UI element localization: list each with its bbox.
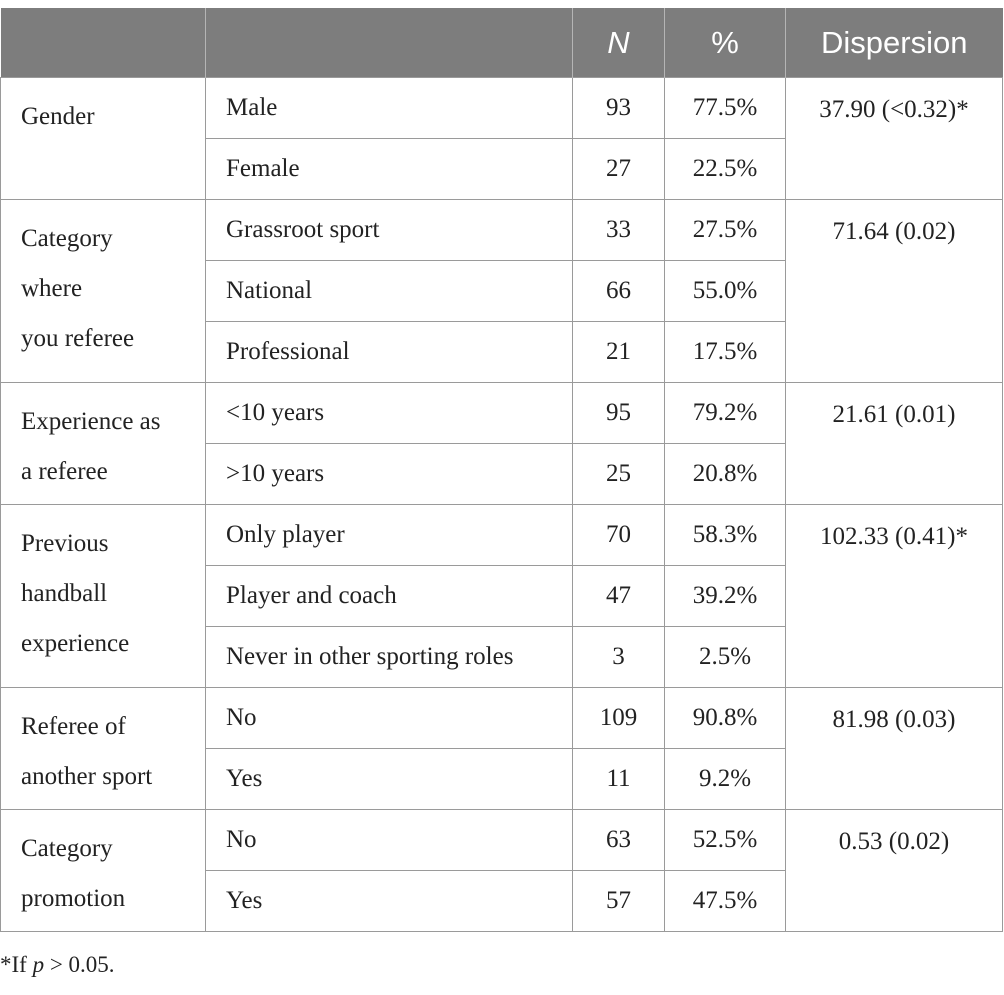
percent-cell: 47.5%: [665, 871, 786, 932]
count-cell: 63: [573, 810, 665, 871]
table-body: [1, 78, 1003, 932]
table-row: [1, 200, 1003, 261]
dispersion-cell: 102.33 (0.41)*: [786, 505, 1003, 688]
count-cell: 95: [573, 383, 665, 444]
table-row: [1, 505, 1003, 566]
level-cell: No: [206, 810, 573, 871]
count-cell: 70: [573, 505, 665, 566]
referee-characteristics-table: [0, 8, 1003, 932]
dispersion-cell: 37.90 (<0.32)*: [786, 78, 1003, 200]
variable-label-line: another sport: [21, 763, 153, 790]
level-cell: Yes: [206, 871, 573, 932]
count-cell: 3: [573, 627, 665, 688]
header-level: [206, 8, 573, 78]
count-cell: 109: [573, 688, 665, 749]
percent-cell: 2.5%: [665, 627, 786, 688]
level-cell: Male: [206, 78, 573, 139]
footnote-suffix: > 0.05.: [44, 952, 115, 977]
table-header-row: [1, 8, 1003, 78]
percent-cell: 22.5%: [665, 139, 786, 200]
dispersion-cell: 0.53 (0.02): [786, 810, 1003, 932]
count-cell: 47: [573, 566, 665, 627]
percent-cell: 55.0%: [665, 261, 786, 322]
level-cell: Player and coach: [206, 566, 573, 627]
variable-label-line: promotion: [21, 885, 126, 912]
count-cell: 66: [573, 261, 665, 322]
percent-cell: 90.8%: [665, 688, 786, 749]
level-cell: Never in other sporting roles: [206, 627, 573, 688]
percent-cell: 39.2%: [665, 566, 786, 627]
variable-label: [1, 200, 206, 383]
level-cell: <10 years: [206, 383, 573, 444]
percent-cell: 17.5%: [665, 322, 786, 383]
variable-label: [1, 383, 206, 505]
table-row: [1, 78, 1003, 139]
count-cell: 11: [573, 749, 665, 810]
dispersion-cell: 21.61 (0.01): [786, 383, 1003, 505]
table-row: [1, 383, 1003, 444]
table-row: [1, 810, 1003, 871]
variable-label: [1, 505, 206, 688]
percent-cell: 77.5%: [665, 78, 786, 139]
percent-cell: 9.2%: [665, 749, 786, 810]
count-cell: 57: [573, 871, 665, 932]
level-cell: Grassroot sport: [206, 200, 573, 261]
variable-label: [1, 688, 206, 810]
footnote-prefix: *If: [0, 952, 33, 977]
count-cell: 27: [573, 139, 665, 200]
percent-cell: 79.2%: [665, 383, 786, 444]
header-percent: %: [665, 8, 786, 78]
header-dispersion: Dispersion: [786, 8, 1003, 78]
header-variable: [1, 8, 206, 78]
dispersion-cell: 81.98 (0.03): [786, 688, 1003, 810]
percent-cell: 58.3%: [665, 505, 786, 566]
variable-label: [1, 810, 206, 932]
variable-label-line: Gender: [21, 103, 95, 130]
level-cell: Yes: [206, 749, 573, 810]
footnote-p-variable: p: [32, 952, 45, 977]
table-row: [1, 688, 1003, 749]
header-n: N: [573, 8, 665, 78]
count-cell: 33: [573, 200, 665, 261]
count-cell: 25: [573, 444, 665, 505]
level-cell: Professional: [206, 322, 573, 383]
count-cell: 93: [573, 78, 665, 139]
level-cell: National: [206, 261, 573, 322]
variable-label-line: Referee of: [21, 713, 126, 740]
count-cell: 21: [573, 322, 665, 383]
level-cell: No: [206, 688, 573, 749]
variable-label-line: Category: [21, 225, 113, 252]
variable-label-line: you referee: [21, 325, 135, 352]
variable-label-line: where: [21, 275, 83, 302]
variable-label-line: handball: [21, 580, 108, 607]
percent-cell: 27.5%: [665, 200, 786, 261]
variable-label-line: a referee: [21, 458, 108, 485]
level-cell: >10 years: [206, 444, 573, 505]
table-footnote: [0, 952, 115, 978]
level-cell: Only player: [206, 505, 573, 566]
level-cell: Female: [206, 139, 573, 200]
variable-label-line: Experience as: [21, 408, 161, 435]
variable-label-line: Previous: [21, 530, 109, 557]
dispersion-cell: 71.64 (0.02): [786, 200, 1003, 383]
variable-label-line: Category: [21, 835, 113, 862]
percent-cell: 52.5%: [665, 810, 786, 871]
variable-label: [1, 78, 206, 200]
variable-label-line: experience: [21, 630, 130, 657]
percent-cell: 20.8%: [665, 444, 786, 505]
